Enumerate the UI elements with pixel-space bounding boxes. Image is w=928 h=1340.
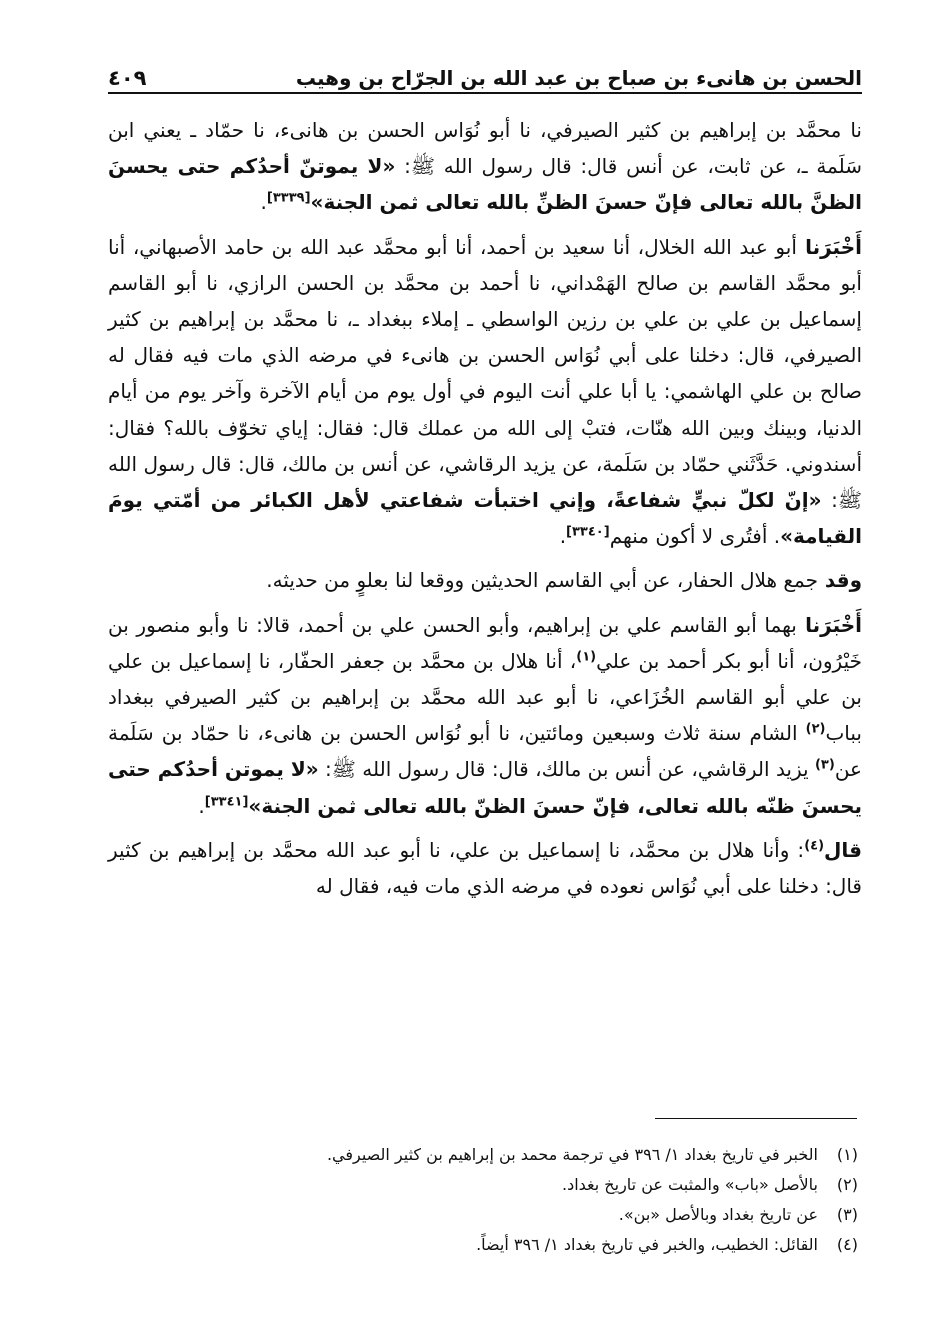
paragraph [108, 607, 862, 824]
text-run: . [260, 190, 267, 215]
text-run: ، أنا هلال بن محمَّد بن جعفر الحفّار، نا إسماعيل بن علي بن علي أبو القاسم الخُزَاعي، نا أبو عبد الله محمَّد بن إبراهيم بن كثير الصيرفي ببغداد بباب [108, 648, 862, 746]
bold-text: أَخْبَرَنا [796, 234, 862, 259]
footnote-item [108, 1170, 858, 1200]
footnote-reference: (٤) [804, 838, 825, 854]
paragraph [108, 832, 862, 904]
footnote-number: (٢) [836, 1175, 858, 1194]
footnote-item [108, 1200, 858, 1230]
text-run: يزيد الرقاشي، عن أنس بن مالك، قال: قال رسول الله ﷺ: [318, 757, 815, 782]
text-run: : وأنا هلال بن محمَّد، نا إسماعيل بن علي، نا أبو عبد الله محمَّد بن إبراهيم بن كثير قال: دخلنا على أبي نُوَاس نعوده في مرضه الذي مات فيه، فقال له [108, 837, 862, 899]
text-run: جمع هلال الحفار، عن أبي القاسم الحديثين ووقعا لنا بعلوٍ من حديثه. [266, 568, 818, 593]
header-rule [108, 92, 862, 94]
bold-text: أَخْبَرَنا [796, 612, 862, 637]
text-run: الشام سنة ثلاث وسبعين ومائتين، نا أبو نُوَاس الحسن بن هانىء، نا حمّاد بن سَلَمة عن [108, 721, 862, 782]
footnote-text: الخبر في تاريخ بغداد ١/ ٣٩٦ في ترجمة محمد بن إبراهيم بن كثير الصيرفي. [326, 1145, 818, 1164]
footnote-reference: (٢) [805, 721, 826, 737]
page-number: ٤٠٩ [108, 66, 147, 90]
footnote-reference: (٣) [814, 757, 835, 773]
text-run: بهما أبو القاسم علي بن إبراهيم، وأبو الحسن علي بن أحمد، قالا: نا وأبو منصور بن خَيْرُون، أنا أبو بكر أحمد بن علي [108, 612, 862, 673]
bold-text: وقد [817, 568, 862, 593]
running-title: الحسن بن هانىء بن صباح بن عبد الله بن الجرّاح بن وهيب [295, 66, 862, 90]
footnote-number: (٤) [836, 1235, 858, 1254]
text-run: نا محمَّد بن إبراهيم بن كثير الصيرفي، نا أبو نُوَاس الحسن بن هانىء، نا حمّاد ـ يعني ابن سَلَمة ـ، عن ثابت، عن أنس قال: قال رسول الله ﷺ: [108, 118, 862, 179]
footnote-number: (١) [836, 1145, 858, 1164]
footnote-reference: (١) [576, 649, 597, 665]
page-header [108, 58, 862, 90]
paragraph [108, 562, 862, 598]
paragraph [108, 112, 862, 221]
text-run: . [559, 524, 567, 549]
footnote-item [108, 1230, 858, 1260]
main-text [108, 112, 862, 912]
footnote-reference: [٣٣٤١] [204, 794, 249, 809]
footnote-text: عن تاريخ بغداد وبالأصل «بن». [618, 1205, 818, 1224]
paragraph [108, 229, 862, 555]
bold-text: «لا يموتنّ أحدُكم حتى يحسنَ الظنَّ بالله تعالى فإنّ حسنَ الظنِّ بالله تعالى ثمن الجنة» [108, 154, 862, 215]
footnote-item [108, 1140, 858, 1170]
footnote-reference: [٣٣٤٠] [566, 524, 610, 540]
bold-text: «لا يموتن أحدُكم حتى يحسنَ ظنّه بالله تعالى، فإنّ حسنَ الظنّ بالله تعالى ثمن الجنة» [108, 757, 862, 818]
footnote-number: (٣) [836, 1205, 858, 1224]
bold-text: «إنّ لكلّ نبيٍّ شفاعةً، وإني اختبأت شفاعتي لأهل الكبائر من أمّتي يومَ القيامة» [108, 488, 862, 549]
bold-text: قال [824, 837, 862, 862]
text-run: . [198, 793, 205, 818]
text-run: أبو عبد الله الخلال، أنا سعيد بن أحمد، أنا أبو محمَّد عبد الله بن حامد الأصبهاني، أنا أبو محمَّد القاسم بن صالح الهَمْداني، نا أحمد بن محمَّد بن الحسن الرازي، نا أبو القاسم إسماعيل بن علي بن علي بن رزين الواسطي ـ إملاء ببغداد ـ، نا محمَّد بن إبراهيم بن كثير الصيرفي، قال: دخلنا على أبي نُوَاس الحسن بن هانىء في مرضه الذي مات فيه فقال له صالح بن علي الهاشمي: يا أبا علي أنت اليوم في أول يوم من أيام الآخرة وآخر يوم من أيام الدنيا، وبينك وبين الله هنّات، فتبْ إلى الله من عملك قال: فقال: إياي تخوّف بالله؟ فقال: أسندوني. حَدَّثَني حمّاد بن سَلَمة، عن يزيد الرقاشي، عن أنس بن مالك، قال: قال رسول الله ﷺ: [108, 234, 863, 513]
footnote-reference: [٣٣٣٩] [266, 190, 311, 206]
footnote-text: القائل: الخطيب، والخبر في تاريخ بغداد ١/ ٣٩٦ أيضاً. [476, 1235, 818, 1254]
footnote-text: بالأصل «باب» والمثبت عن تاريخ بغداد. [561, 1175, 818, 1194]
text-run: . أفتُرى لا أكون منهم [609, 524, 781, 549]
footnotes [108, 1140, 858, 1260]
footnote-separator [655, 1118, 857, 1119]
